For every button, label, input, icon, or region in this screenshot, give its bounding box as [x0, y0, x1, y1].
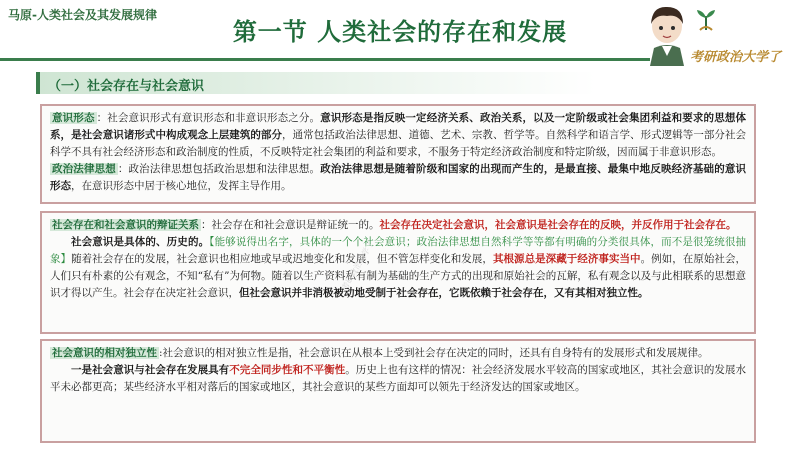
text-span: :社会意识的相对独立性是指，社会意识在从根本上受到社会存在决定的同时，还具有自身特有的发展形式和发展规律。: [159, 347, 709, 359]
relative-independence-label: 社会意识的相对独立性: [52, 347, 157, 359]
title-divider: [0, 58, 650, 61]
page-title: 第一节 人类社会的存在和发展: [232, 18, 568, 46]
relative-independence-paragraph: [50, 345, 746, 362]
ideology-definition: 意识形态是指反映一定经济关系、政治关系，以及一定阶级或社会集团利益和要求的思想体系，是社会意识诸形式中构成观念上层建筑的部分: [50, 112, 747, 141]
dialectical-paragraph: [50, 217, 746, 234]
section-heading: （一）社会存在与社会意识: [36, 72, 596, 94]
text-span: 。历史上也有这样的情况：社会经济发展水平较高的国家或地区，其社会意识的发展水平未必都更高；某些经济水平相对落后的国家或地区，其社会意识的某些方面却可以领先于经济发达的国家或地区。: [50, 364, 747, 393]
key-point-red: 其根源总是深藏于经济事实当中: [492, 253, 641, 265]
brand-name: 考研政治大学了: [690, 50, 782, 65]
text-span: ：政治法律思想包括政治思想和法律思想。: [117, 163, 321, 175]
watermark: 考研政治大学了: [340, 239, 376, 292]
text-span: ：社会意识形式有意识形态和非意识形态之分。: [96, 112, 321, 124]
political-legal-definition: 政治法律思想是随着阶级和国家的出现而产生的，是最直接、最集中地反映经济基础的意识形态: [50, 163, 747, 192]
text-span: ：社会存在和社会意识是辩证统一的。: [201, 219, 380, 231]
key-point-red: 不完全同步性和不平衡性: [229, 364, 346, 376]
avatar-icon: [644, 4, 690, 66]
asynchrony-paragraph: [50, 362, 746, 396]
course-tag: 马原-人类社会及其发展规律: [8, 8, 157, 22]
ideology-label: 意识形态: [52, 112, 95, 124]
leaf-logo-icon: [694, 8, 718, 32]
political-legal-paragraph: [50, 161, 746, 195]
brand-logo: [644, 4, 794, 68]
relative-independence-claim: 但社会意识并非消极被动地受制于社会存在，它既依赖于社会存在，又有其相对独立性。: [239, 287, 649, 299]
dialectical-label: 社会存在和社会意识的辩证关系: [52, 219, 199, 231]
asynchrony-lead: 一是社会意识与社会存在发展具有: [71, 364, 230, 376]
dialectical-relation-box: [40, 211, 756, 334]
teacher-note: 【能够说得出名字，具体的一个个社会意识；政治法律思想自然科学等等都有明确的分类很具体，而不是很笼统很抽象】: [50, 236, 746, 265]
text-span: 随着社会存在的发展，社会意识也相应地或早或迟地变化和发展，但不管怎样变化和发展，: [71, 253, 493, 265]
key-point-red: 社会存在决定社会意识，社会意识是社会存在的反映，并反作用于社会存在。: [379, 219, 737, 231]
relative-independence-box: [40, 339, 756, 443]
ideology-box: [40, 104, 756, 204]
concrete-historical-paragraph: [50, 234, 746, 302]
text-span: 。例如，在原始社会，人们只有朴素的公有观念，不知“私有”为何物。随着以生产资料私有制为基础的生产方式的出现和原始社会的瓦解，私有观念以及与此相联系的思想意识才得以产生。社会存在决定社会意识，: [50, 253, 747, 299]
text-span: ，在意识形态中居于核心地位，发挥主导作用。: [71, 180, 292, 192]
text-span: ，通常包括政治法律思想、道德、艺术、宗教、哲学等。自然科学和语言学、形式逻辑等一部分社会科学不具有社会经济形态和政治制度的性质，不反映特定社会集团的利益和要求，不服务于特定经济政治制度和特定阶级，因而属于非意识形态。: [50, 129, 746, 158]
political-legal-label: 政治法律思想: [52, 163, 116, 175]
ideology-paragraph: [50, 110, 746, 161]
concrete-historical-claim: 社会意识是具体的、历史的。: [71, 236, 210, 248]
